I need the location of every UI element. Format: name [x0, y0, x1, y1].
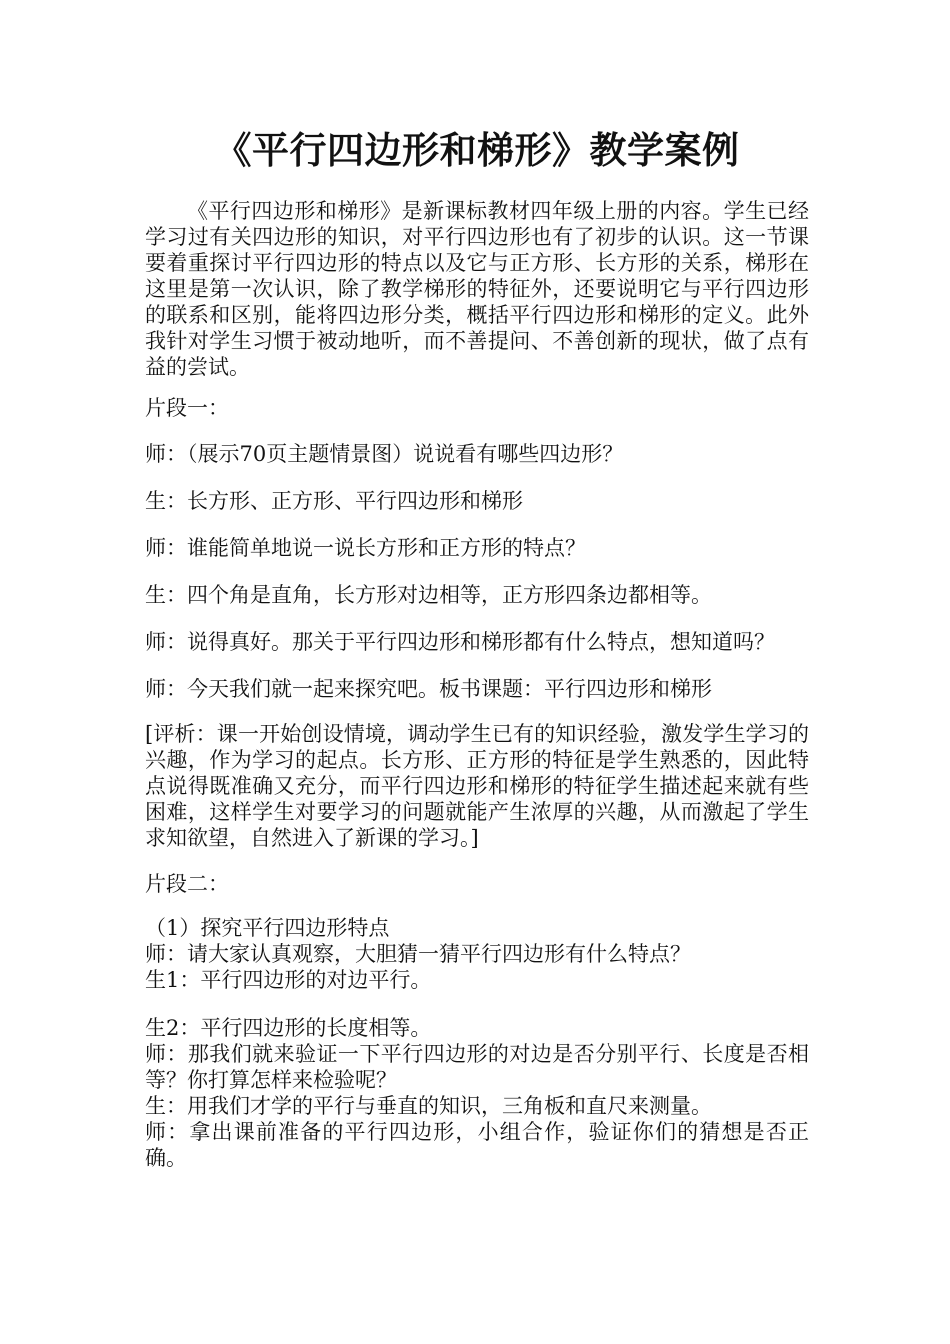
- segment2-heading: 片段二：: [145, 872, 229, 896]
- dialogue-line: 生2：平行四边形的长度相等。: [145, 1016, 432, 1040]
- intro-paragraph: 《平行四边形和梯形》是新课标教材四年级上册的内容。学生已经学习过有关四边形的知识，对平行四边形也有了初步的认识。这一节课要着重探讨平行四边形的特点以及它与正方形、长方形的关系，梯形在这里是第一次认识，除了教学梯形的特征外，还要说明它与平行四边形的联系和区别，能将四边形分类，概括平行四边形和梯形的定义。此外我针对学生习惯于被动地听，而不善提问、不善创新的现状，做了点有益的尝试。: [145, 199, 809, 379]
- comment-paragraph: [评析：课一开始创设情境，调动学生已有的知识经验，激发学生学习的兴趣，作为学习的起点。长方形、正方形的特征是学生熟悉的，因此特点说得既准确又充分，而平行四边形和梯形的特征学生描述起来就有些困难，这样学生对要学习的问题就能产生浓厚的兴趣，从而激起了学生求知欲望，自然进入了新课的学习。]: [145, 722, 809, 850]
- dialogue-line: 生：长方形、正方形、平行四边形和梯形: [145, 489, 523, 513]
- dialogue-line: 生1：平行四边形的对边平行。: [145, 968, 432, 992]
- dialogue-line: 师：今天我们就一起来探究吧。板书课题：平行四边形和梯形: [145, 677, 712, 701]
- subsection-heading: （1）探究平行四边形特点: [145, 916, 390, 940]
- segment1-heading: 片段一：: [145, 396, 229, 420]
- dialogue-line: 师：谁能简单地说一说长方形和正方形的特点？: [145, 536, 586, 560]
- document-title: 《平行四边形和梯形》教学案例: [214, 128, 740, 172]
- dialogue-line: 师：（展示70页主题情景图）说说看有哪些四边形？: [145, 442, 624, 466]
- dialogue-line: 生：用我们才学的平行与垂直的知识，三角板和直尺来测量。: [145, 1094, 712, 1118]
- dialogue-line: 师：请大家认真观察，大胆猜一猜平行四边形有什么特点？: [145, 942, 691, 966]
- dialogue-line: 师：那我们就来验证一下平行四边形的对边是否分别平行、长度是否相等？你打算怎样来检验呢？: [145, 1042, 809, 1092]
- dialogue-line: 师：说得真好。那关于平行四边形和梯形都有什么特点，想知道吗？: [145, 630, 775, 654]
- dialogue-line: 生：四个角是直角，长方形对边相等，正方形四条边都相等。: [145, 583, 712, 607]
- dialogue-line: 师：拿出课前准备的平行四边形，小组合作，验证你们的猜想是否正确。: [145, 1120, 809, 1170]
